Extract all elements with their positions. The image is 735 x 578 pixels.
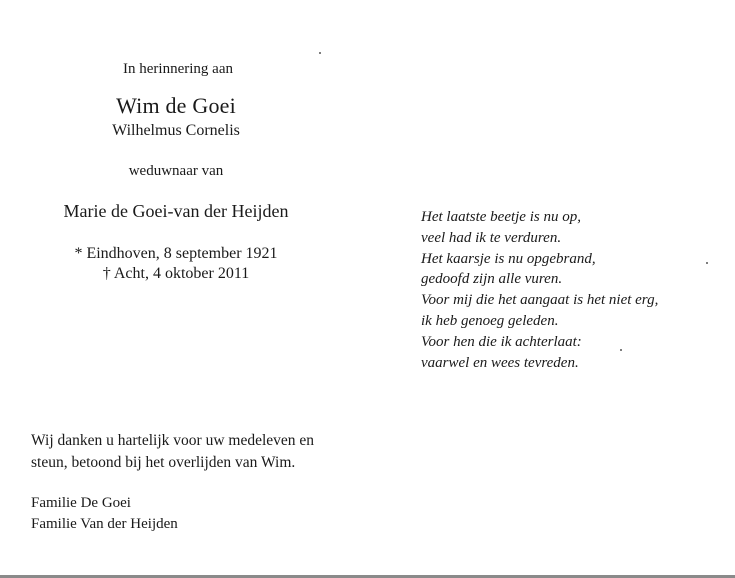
- spouse-name: Marie de Goei-van der Heijden: [63, 201, 289, 221]
- relation-text: weduwnaar van: [128, 163, 224, 179]
- poem: [421, 207, 658, 373]
- thanks-text: [31, 430, 314, 473]
- intro-text: In herinnering aan: [123, 61, 233, 77]
- deceased-name: Wim de Goei: [116, 93, 236, 118]
- birth-line: * Eindhoven, 8 september 1921: [74, 245, 278, 262]
- poem-line: Het kaarsje is nu opgebrand,: [421, 250, 596, 267]
- family-line: Familie Van der Heijden: [31, 515, 178, 532]
- print-speck: [620, 349, 622, 351]
- family-line: Familie De Goei: [31, 495, 131, 511]
- poem-line: vaarwel en wees tevreden.: [421, 354, 579, 371]
- poem-line: gedoofd zijn alle vuren.: [421, 271, 563, 288]
- family-signatures: [31, 493, 178, 534]
- thanks-line: steun, betoond bij het overlijden van Wim.: [31, 453, 296, 471]
- given-names: Wilhelmus Cornelis: [112, 122, 240, 139]
- poem-line: Voor mij die het aangaat is het niet erg,: [421, 292, 659, 309]
- poem-line: Voor hen die ik achterlaat:: [421, 333, 582, 350]
- print-speck: [706, 262, 708, 264]
- death-line: † Acht, 4 oktober 2011: [102, 265, 250, 282]
- poem-line: ik heb genoeg geleden.: [421, 312, 559, 329]
- poem-line: Het laatste beetje is nu op,: [421, 209, 581, 225]
- thanks-line: Wij danken u hartelijk voor uw medeleven en: [31, 432, 315, 449]
- poem-line: veel had ik te verduren.: [421, 229, 562, 246]
- print-speck: [319, 52, 321, 54]
